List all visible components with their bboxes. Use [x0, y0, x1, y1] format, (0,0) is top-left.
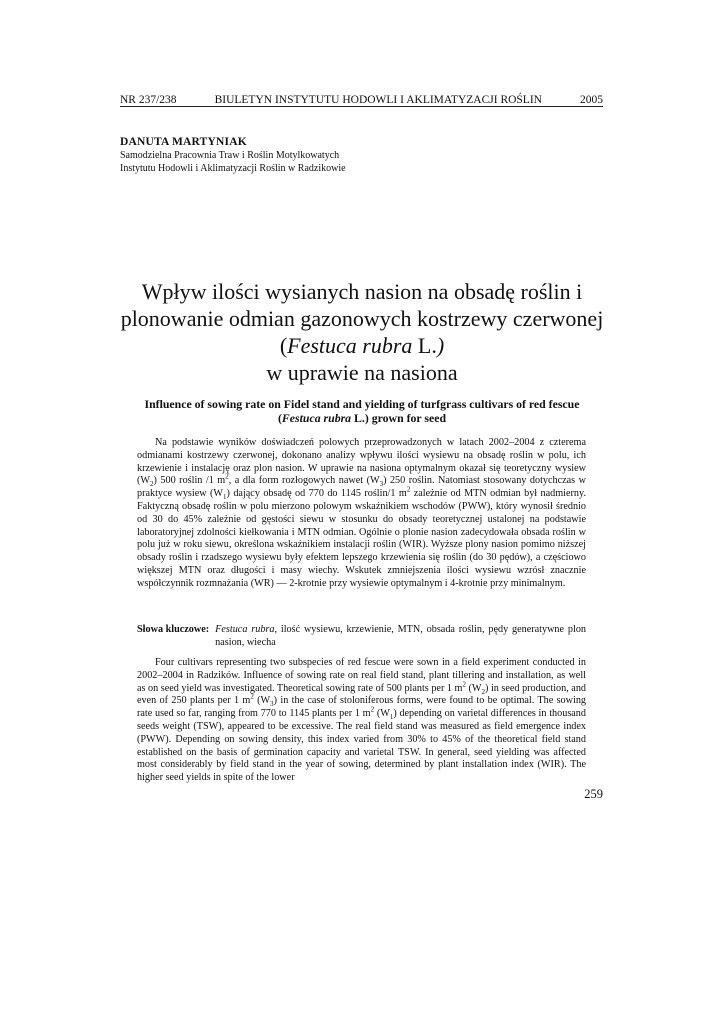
- abstract-en-text: (W: [253, 695, 271, 707]
- header-rule: [120, 106, 603, 107]
- journal-title: BIULETYN INSTYTUTU HODOWLI I AKLIMATYZACJI ROŚLIN: [214, 94, 542, 106]
- running-head: [120, 90, 603, 106]
- keywords-label: Słowa kluczowe:: [137, 624, 210, 635]
- title-text: Wpływ ilości wysianych nasion na obsadę roślin i plonowanie odmian gazonowych kostrzewy czerwonej (: [120, 279, 604, 358]
- superscript: 2: [370, 705, 375, 714]
- title-text-2: L.: [412, 333, 437, 358]
- author-name: DANUTA MARTYNIAK: [120, 136, 247, 148]
- subscript: 1: [223, 493, 227, 502]
- abstract-en-text: ) in the case of stoloniferous forms, were found to be optimal. The sowing rate used so far, ranging from 770 to 1145 plants per 1 m: [137, 695, 587, 720]
- affiliation-line-1: Samodzielna Pracownia Traw i Roślin Motylkowatych: [120, 150, 340, 161]
- keywords-rest: , ilość wysiewu, krzewienie, MTN, obsada roślin, pędy generatywne plon nasion, wiecha: [215, 624, 587, 648]
- english-title-text-2: L.) grown for seed: [351, 411, 447, 425]
- title-text-3: w uprawie na nasiona: [266, 360, 458, 385]
- subscript: 2: [481, 687, 486, 696]
- abstract-english: [137, 657, 586, 785]
- english-title-species: Festuca rubra: [281, 411, 352, 425]
- subscript: 3: [379, 480, 384, 489]
- keyword-species: Festuca rubra: [215, 624, 275, 635]
- keywords-text: [215, 624, 586, 650]
- subscript: 1: [389, 713, 394, 722]
- superscript: 2: [406, 485, 411, 494]
- title-species: Festuca rubra: [287, 333, 413, 358]
- abstract-pl-text: ) 250 roślin. Natomiast stosowany dotychczas w praktyce wysiew (W: [137, 475, 586, 500]
- abstract-pl-text: ) dający obsadę od 770 do 1145 roślin/1 m: [226, 488, 407, 500]
- abstract-en-text: (W: [374, 708, 390, 720]
- abstract-pl-text: ) 500 roślin /1 m: [153, 475, 226, 487]
- abstract-en-text: ) depending on varietal differences in thousand seeds weight (TSW), appeared to be excessive. The real field stand was measured as field emergence index (PWW). Depending on sowing density, this index varied from 30% to 45% of the theoretical field stand established on the basis of germination capacity and varietal TSW. In general, seed yielding was affected most considerably by field stand in the year of sowing, determined by plant installation index (WIR). The higher seed yields in spite of the lower: [137, 708, 586, 784]
- page-number: 259: [584, 787, 603, 801]
- subscript: 3: [270, 700, 274, 709]
- abstract-polish: [137, 437, 586, 591]
- abstract-pl-text: Na podstawie wyników doświadczeń polowych przeprowadzonych w latach 2002–2004 z czterema odmianami kostrzewy czerwonej, dokonano analizy wpływu ilości wysiewu na obsadę roślin w polu, ich krzewienie i instalację oraz plon nasion. W uprawie na nasiona optymalnym okazał się teoretyczny wysiew (W: [137, 437, 586, 487]
- abstract-en-text: Four cultivars representing two subspecies of red fescue were sown in a field experiment conducted in 2002–2004 in Radzików. Influence of sowing rate on real field stand, plant tillering and installation, as well as on seed yield was investigated. Theoretical sowing rate of 500 plants per 1 m: [137, 657, 586, 694]
- affiliation-line-2: Instytutu Hodowli i Aklimatyzacji Roślin w Radzikowie: [120, 163, 346, 174]
- subscript: 2: [150, 480, 154, 489]
- abstract-en-text: ) in seed production, and even of 250 plants per 1 m: [137, 682, 587, 707]
- superscript: 2: [250, 693, 254, 701]
- title-paren: ): [436, 333, 445, 358]
- abstract-en-text: (W: [465, 682, 482, 694]
- article-title: [100, 278, 624, 386]
- english-title-text: Influence of sowing rate on Fidel stand and yielding of turfgrass cultivars of red fescue (: [144, 397, 580, 425]
- issue-number: NR 237/238: [120, 94, 177, 106]
- keywords: [137, 624, 586, 650]
- abstract-pl-text: zależnie od MTN odmian był nadmierny. Faktyczną obsadę roślin w polu mierzono polowym wskaźnikiem wschodów (PWW), który wynosił średnio od 30 do 45% zależnie od gęstości siewu w stosunku do obsady teoretycznej ustalonej na podstawie laboratoryjnej zdolności kiełkowania i MTN odmian. Ogólnie o plonie nasion zadecydowała obsada roślin w polu już w roku siewu, określona wskaźnikiem instalacji roślin (WIR). Wyższe plony nasion pomimo niższej obsady roślin i rzadszego wysiewu były efektem lepszego krzewienia się roślin (do 30 pędów), a częściowo większej MTN oraz długości i masy wiechy. Wskutek zmniejszenia ilości wysiewu wzrósł znacznie współczynnik rozmnażania (WR) — 2-krotnie przy wysiewie optymalnym i 4-krotnie przy minimalnym.: [137, 488, 586, 589]
- english-title: [125, 397, 599, 425]
- superscript: 2: [462, 680, 466, 689]
- abstract-pl-text: , a dla form rozłogowych nawet (W: [228, 475, 380, 487]
- publication-year: 2005: [580, 94, 603, 106]
- author-block: [120, 135, 603, 175]
- superscript: 2: [225, 473, 229, 481]
